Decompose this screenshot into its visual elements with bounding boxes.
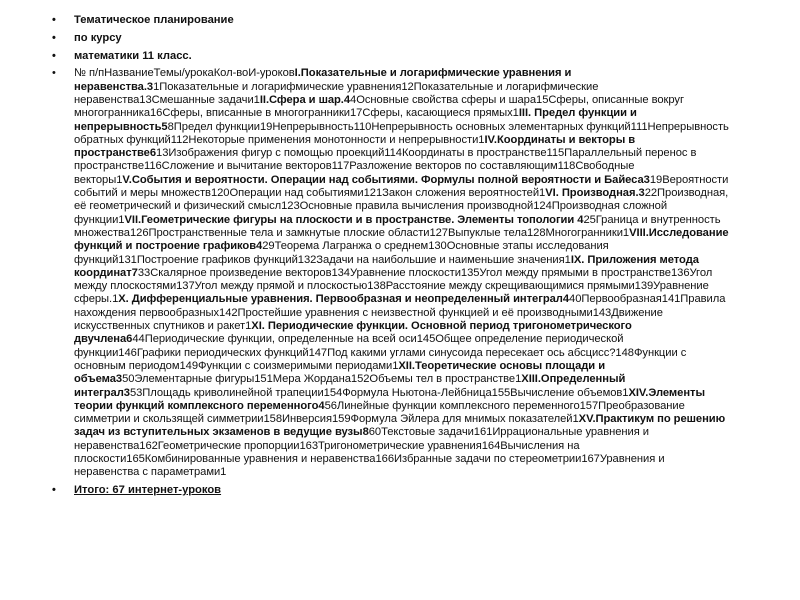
plan-segment: 40Первообразная141Правила нахождения первообразных142Простейшие уравнения с неизвестной функцией и её производными143Движение искусственных спутников и ракет1 bbox=[74, 293, 726, 333]
plan-section-heading: IX. Приложения метода координат7 bbox=[74, 253, 699, 279]
plan-section-heading: V.События и вероятности. Операции над событиями. Формулы полной вероятности и Байеса3 bbox=[122, 173, 650, 186]
list-item-plan bbox=[52, 67, 732, 479]
plan-segment: 4Основные свойства сферы и шара15Сферы, описанные вокруг многогранника16Сферы, вписанные в многогранники17Сферы, касающиеся прямых1 bbox=[74, 93, 684, 120]
plan-section-heading: VI. Производная.3 bbox=[545, 187, 645, 200]
list-item-total bbox=[52, 484, 732, 497]
plan-segment: 22Производная, её геометрический и физический смысл123Основные правила вычисления производной124Производная сложной функции1 bbox=[74, 187, 729, 226]
plan-segment: 33Скалярное произведение векторов134Уравнение плоскости135Угол между прямыми в пространстве136Угол между плоскостями137Угол между прямой и плоскостью138Расстояние между скрещивающимися прямыми139Уравнение сферы.1 bbox=[74, 266, 713, 306]
plan-paragraph bbox=[74, 67, 729, 478]
list-item-title bbox=[52, 14, 732, 27]
list-item-grade bbox=[52, 50, 732, 63]
plan-segment: 19Вероятности событий и меры множеств120Операции над событиями121Закон сложения вероятностей1 bbox=[74, 173, 729, 200]
plan-section-heading: III. Предел функции и непрерывность5 bbox=[74, 107, 637, 133]
plan-segment: 53Площадь криволинейной трапеции154Формула Ньютона-Лейбница155Вычисление объемов1 bbox=[129, 386, 629, 399]
bullet-dot-icon: • bbox=[52, 14, 56, 26]
total-text: Итого: 67 интернет-уроков bbox=[74, 484, 222, 497]
plan-section-heading: X. Дифференциальные уравнения. Первообразная и неопределенный интеграл4 bbox=[118, 293, 570, 306]
plan-segment: 50Элементарные фигуры151Мера Жордана152Объемы тел в пространстве1 bbox=[122, 373, 522, 386]
plan-section-heading: XIV.Элементы теории функций комплексного переменного4 bbox=[74, 386, 705, 412]
plan-segment: 8Предел функции19Непрерывность110Непрерывность основных элементарных функций111Непрерывность обратных функций112Некоторые применения монотонности и непрерывности1 bbox=[74, 120, 729, 146]
plan-segment: 25Граница и внутренность множества126Пространственные тела и замкнутые плоские области127Выпуклые тела128Многогранники1 bbox=[74, 213, 721, 239]
bullet-dot-icon: • bbox=[52, 484, 56, 497]
plan-section-heading: VIII.Исследование функций и построение графиков4 bbox=[74, 226, 729, 253]
plan-section-heading: IV.Координаты и векторы в пространстве6 bbox=[74, 133, 636, 160]
plan-segment: 1Показательные и логарифмические уравнения12Показательные и логарифмические неравенства13Смешанные задачи1 bbox=[74, 80, 599, 106]
plan-section-heading: XI. Периодические функции. Основной период тригонометрического двучлена6 bbox=[74, 320, 632, 346]
plan-section-heading: XII.Теоретические основы площади и объема3 bbox=[74, 359, 606, 386]
plan-segment: 60Текстовые задачи161Иррациональные уравнения и неравенства162Геометрические пропорции163Тригонометрические уравнения164Вычисления на плоскости165Комбинированные уравнения и неравенства166Избранные задачи по стереометрии167Уравнения и неравенства с параметрами1 bbox=[74, 426, 665, 479]
plan-section-heading: XIII.Определенный интеграл3 bbox=[74, 373, 626, 399]
course-text: по курсу bbox=[74, 31, 122, 44]
plan-segment: 56Линейные функции комплексного переменного157Преобразование симметрии и скользящей симметрии158Инверсия159Формула Эйлера для мнимых показателей1 bbox=[74, 399, 685, 426]
grade-text: математики 11 класс. bbox=[74, 49, 192, 62]
plan-section-heading: XV.Практикум по решению задач из вступительных экзаменов в ведущие вузы8 bbox=[74, 413, 726, 439]
plan-segment: 29Теорема Лагранжа о среднем130Основные этапы исследования функций131Построение графиков функций132Задачи на наибольшие и наименьшие значения1 bbox=[74, 240, 609, 266]
plan-section-heading: II.Сфера и шар.4 bbox=[259, 93, 351, 106]
list-item-course bbox=[52, 32, 732, 45]
title-text: Тематическое планирование bbox=[74, 14, 234, 26]
plan-segment: 44Периодические функции, определенные на всей оси145Общее определение периодической функции146Графики периодических функций147Под какими углами синусоида пересекает ось абсцисс?148Функции с основным периодом149Функции с соизмеримыми периодами1 bbox=[74, 333, 687, 372]
bullet-dot-icon: • bbox=[52, 67, 56, 80]
plan-section-heading: I.Показательные и логарифмические уравнения и неравенства.3 bbox=[74, 67, 572, 93]
bullet-dot-icon: • bbox=[52, 49, 56, 62]
plan-section-heading: VII.Геометрические фигуры на плоскости и в пространстве. Элементы топологии 4 bbox=[124, 213, 584, 226]
bullet-dot-icon: • bbox=[52, 31, 56, 44]
bullet-list bbox=[52, 14, 732, 502]
plan-segment: 13Изображения фигур с помощью проекций114Координаты в пространстве115Параллельный перенос в пространстве116Сложение и вычитание векторов117Разложение векторов по составляющим118Свободные векторы1 bbox=[74, 147, 697, 186]
plan-segment: № п/пНазваниеТемы/урокаКол-воИ-уроков bbox=[74, 67, 295, 80]
